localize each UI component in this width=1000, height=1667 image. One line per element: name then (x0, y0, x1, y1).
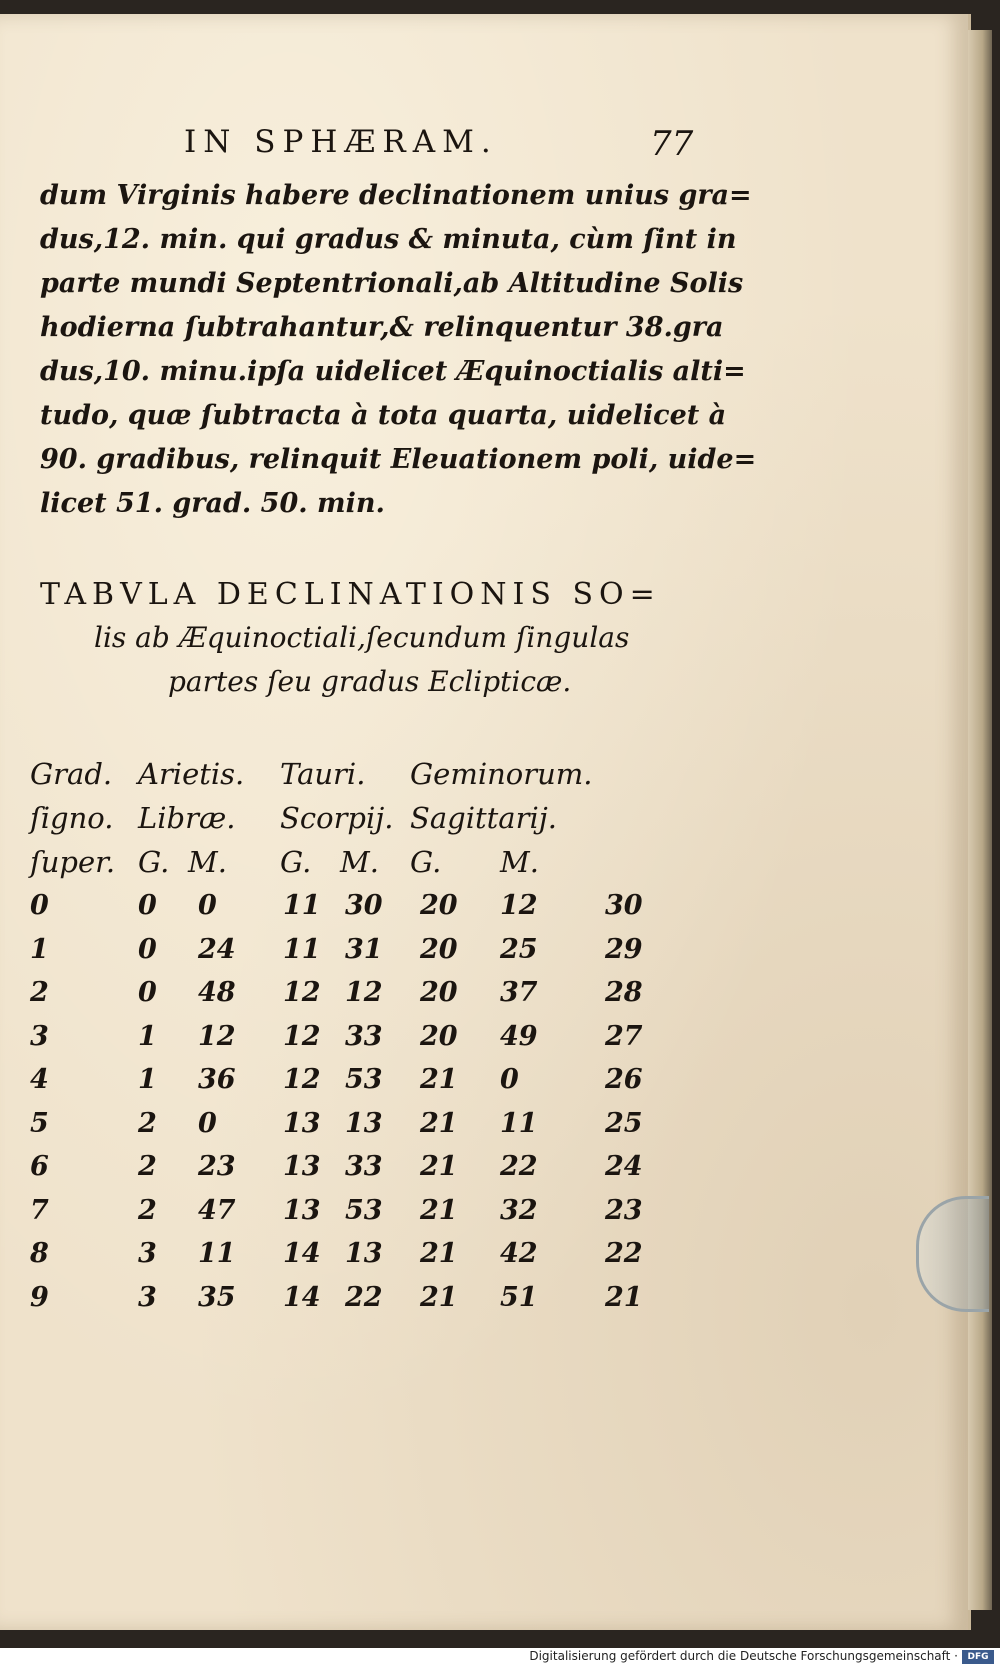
table-cell: 21 (420, 1194, 458, 1226)
table-cell: 24 (198, 933, 236, 965)
table-cell: 21 (420, 1107, 458, 1139)
table-cell: 2 (138, 1151, 157, 1182)
table-cell: 1 (138, 1020, 157, 1052)
table-cell: 53 (345, 1064, 383, 1095)
table-cell: 30 (605, 890, 643, 921)
table-cell: 29 (605, 933, 643, 965)
table-header-cell: M. (188, 845, 227, 879)
table-cell: 28 (605, 977, 643, 1008)
table-cell: 47 (198, 1194, 236, 1226)
table-header-cell: Scorpij. (280, 801, 394, 835)
table-cell: 8 (30, 1238, 49, 1269)
page-number: 77 (650, 124, 694, 164)
table-cell: 24 (605, 1151, 643, 1182)
table-cell: 21 (420, 1281, 458, 1313)
table-cell: 22 (605, 1238, 643, 1269)
table-cell: 12 (500, 890, 538, 921)
table-cell: 1 (138, 1064, 157, 1095)
table-cell: 0 (30, 890, 49, 921)
table-cell: 33 (345, 1020, 383, 1052)
table-cell: 21 (605, 1281, 643, 1313)
table-cell: 0 (500, 1064, 519, 1095)
table-cell: 11 (283, 890, 321, 921)
table-header-cell: Grad. (30, 757, 113, 791)
paragraph-line: 90. gradibus, relinquit Eleuationem poli, uide= (40, 444, 757, 475)
table-cell: 1 (30, 933, 49, 965)
table-cell: 20 (420, 1020, 458, 1052)
table-header-cell: M. (340, 845, 379, 879)
table-cell: 2 (138, 1107, 157, 1139)
table-cell: 11 (500, 1107, 538, 1139)
table-cell: 20 (420, 977, 458, 1008)
page-edge (968, 30, 992, 1610)
table-cell: 20 (420, 933, 458, 965)
running-title: IN SPHÆRAM. (184, 124, 498, 160)
table-cell: 4 (30, 1064, 49, 1095)
dfg-logo: DFG (962, 1650, 994, 1664)
table-header-cell: Sagittarij. (410, 801, 557, 835)
table-cell: 27 (605, 1020, 643, 1052)
table-cell: 35 (198, 1281, 236, 1313)
paragraph-line: hodierna ſubtrahantur,& relinquentur 38.gra (40, 312, 724, 343)
table-cell: 48 (198, 977, 236, 1008)
table-header-cell: M. (500, 845, 539, 879)
table-cell: 14 (283, 1281, 321, 1313)
table-header-cell: Arietis. (138, 757, 245, 791)
table-cell: 13 (283, 1151, 321, 1182)
paragraph-line: dus,12. min. qui gradus & minuta, cùm ſint in (40, 224, 737, 255)
table-cell: 3 (138, 1238, 157, 1269)
table-cell: 25 (605, 1107, 643, 1139)
table-cell: 25 (500, 933, 538, 965)
table-header-cell: G. (138, 845, 170, 879)
paragraph-line: licet 51. grad. 50. min. (40, 488, 385, 519)
table-cell: 51 (500, 1281, 538, 1313)
table-cell: 6 (30, 1151, 49, 1182)
body-paragraph (40, 174, 757, 526)
table-cell: 11 (198, 1238, 236, 1269)
table-cell: 0 (198, 890, 217, 921)
table-cell: 26 (605, 1064, 643, 1095)
table-cell: 3 (30, 1020, 49, 1052)
table-cell: 12 (198, 1020, 236, 1052)
table-cell: 0 (198, 1107, 217, 1139)
table-cell: 22 (500, 1151, 538, 1182)
table-cell: 42 (500, 1238, 538, 1269)
table-heading (40, 574, 700, 704)
table-cell: 14 (283, 1238, 321, 1269)
table-heading-line: lis ab Æquinoctiali,ſecundum ſingulas (94, 621, 630, 654)
table-header-cell: ſigno. (30, 801, 114, 835)
table-cell: 31 (345, 933, 383, 965)
table-cell: 23 (198, 1151, 236, 1182)
table-cell: 2 (138, 1194, 157, 1226)
table-cell: 21 (420, 1064, 458, 1095)
table-cell: 21 (420, 1151, 458, 1182)
table-header-cell: G. (410, 845, 442, 879)
table-cell: 33 (345, 1151, 383, 1182)
table-cell: 49 (500, 1020, 538, 1052)
table-heading-line: TABVLA DECLINATIONIS SO= (40, 577, 661, 612)
table-cell: 53 (345, 1194, 383, 1226)
table-heading-line: partes ſeu gradus Eclipticæ. (168, 665, 572, 698)
table-cell: 0 (138, 933, 157, 965)
table-cell: 12 (283, 1064, 321, 1095)
table-cell: 2 (30, 977, 49, 1008)
footer-bar (0, 1648, 1000, 1667)
paragraph-line: dum Virginis habere declinationem unius gra= (40, 180, 752, 211)
table-header-cell: G. (280, 845, 312, 879)
table-cell: 12 (283, 977, 321, 1008)
table-cell: 11 (283, 933, 321, 965)
table-cell: 12 (283, 1020, 321, 1052)
paragraph-line: parte mundi Septentrionali,ab Altitudine Solis (40, 268, 744, 299)
table-cell: 0 (138, 977, 157, 1008)
table-header-cell: ſuper. (30, 845, 116, 879)
table-cell: 32 (500, 1194, 538, 1226)
table-cell: 13 (345, 1238, 383, 1269)
table-cell: 21 (420, 1238, 458, 1269)
table-cell: 22 (345, 1281, 383, 1313)
table-cell: 30 (345, 890, 383, 921)
book-page (0, 14, 971, 1630)
table-cell: 5 (30, 1107, 49, 1139)
table-header-cell: Geminorum. (410, 757, 593, 791)
table-cell: 9 (30, 1281, 49, 1313)
table-cell: 37 (500, 977, 538, 1008)
table-cell: 20 (420, 890, 458, 921)
footer-credit: Digitalisierung gefördert durch die Deutsche Forschungsgemeinschaft · (529, 1649, 958, 1663)
table-cell: 23 (605, 1194, 643, 1226)
table-cell: 0 (138, 890, 157, 921)
table-cell: 13 (283, 1194, 321, 1226)
table-cell: 36 (198, 1064, 236, 1095)
page-header (0, 124, 968, 168)
table-header-cell: Tauri. (280, 757, 366, 791)
table-cell: 13 (283, 1107, 321, 1139)
paragraph-line: dus,10. minu.ipſa uidelicet Æquinoctialis alti= (40, 356, 746, 387)
paragraph-line: tudo, quæ ſubtracta à tota quarta, uidelicet à (40, 400, 727, 431)
table-cell: 12 (345, 977, 383, 1008)
table-cell: 13 (345, 1107, 383, 1139)
table-cell: 3 (138, 1281, 157, 1313)
table-cell: 7 (30, 1194, 49, 1226)
table-header-cell: Libræ. (138, 801, 236, 835)
